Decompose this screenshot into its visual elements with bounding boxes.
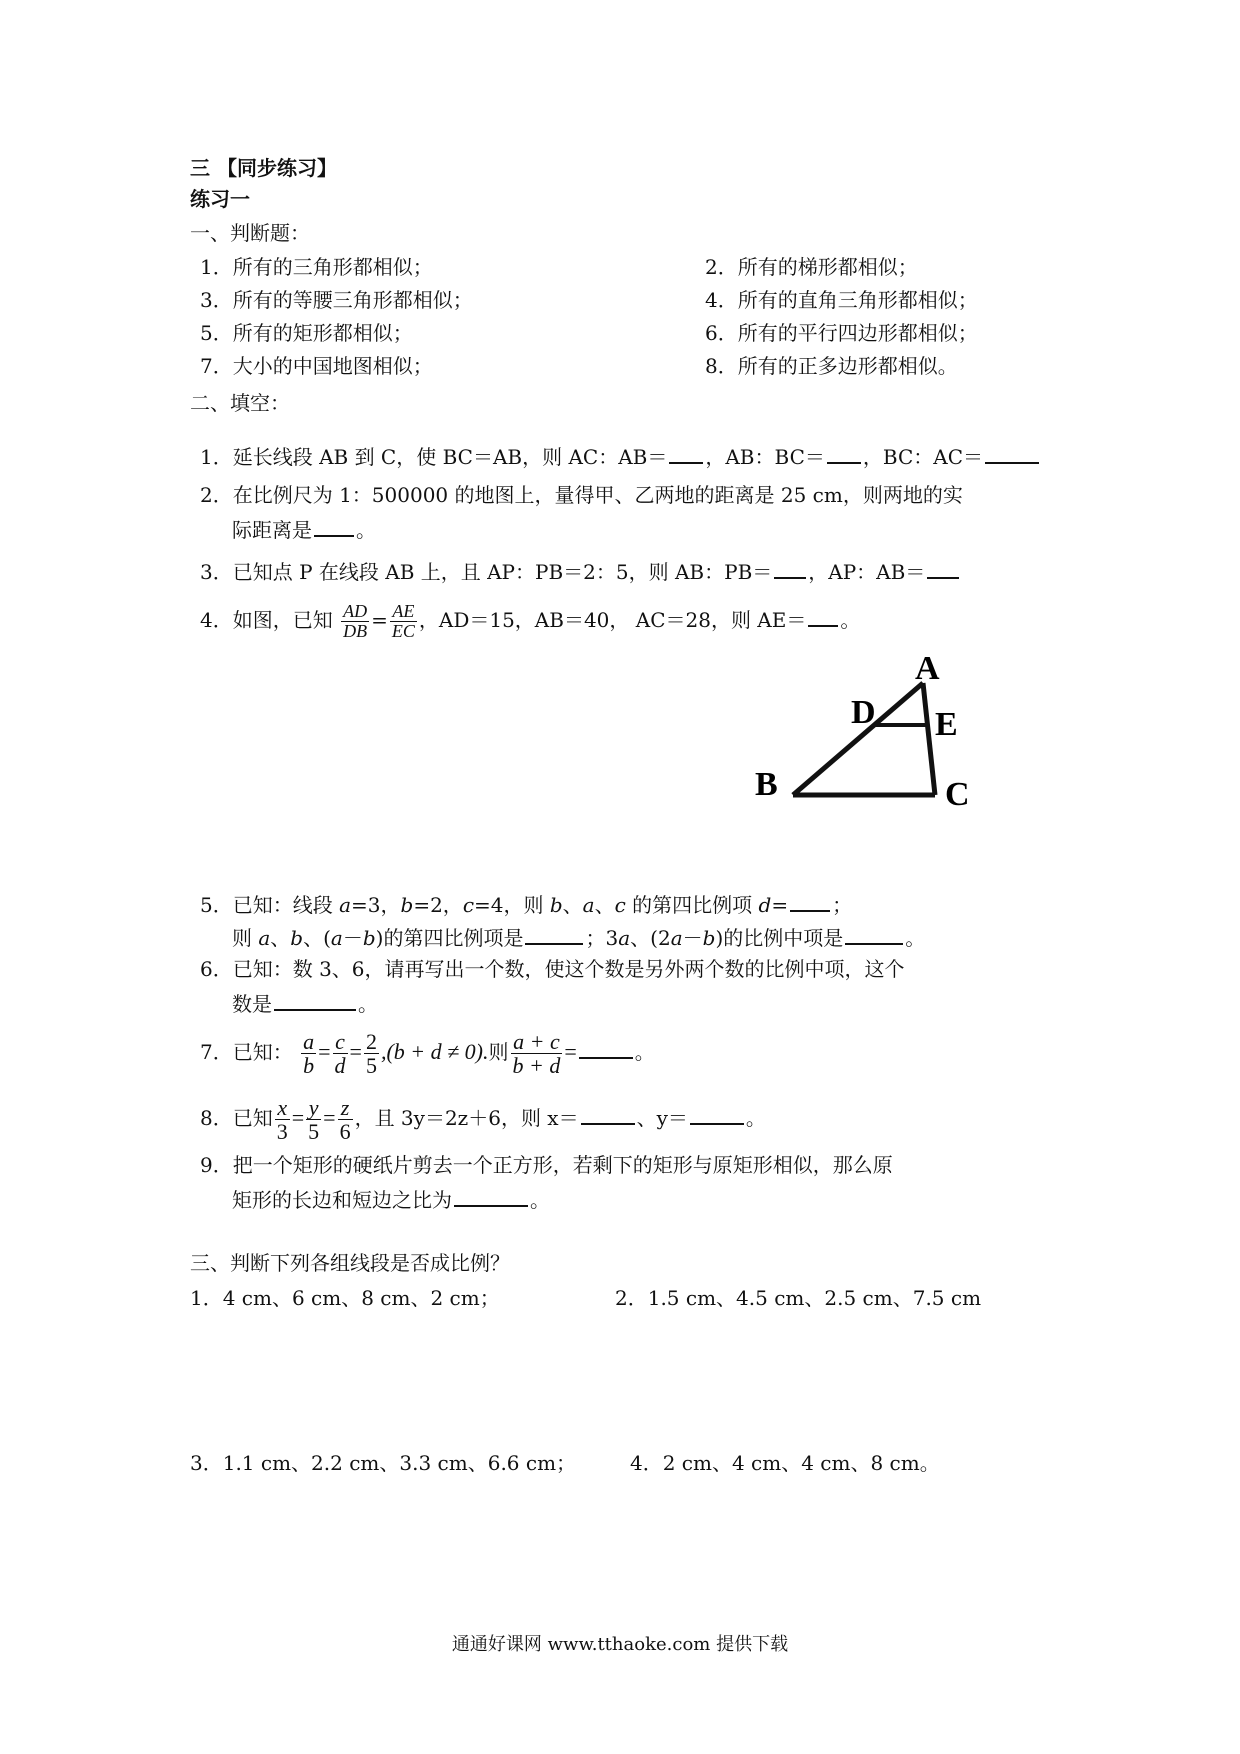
fill-question-4: 4．如图，已知 $\frac{AD}{DB}$ = $\frac{AE}{EC}$ ，AD＝15，AB＝40， AC＝28，则 AE＝ 。 <box>200 601 861 641</box>
fill-question-2-line1: 2．在比例尺为 1：500000 的地图上，量得甲、乙两地的距离是 25 cm，则两地的实 <box>200 483 963 507</box>
fraction-a-b: $\frac{a}{b}$ <box>303 1028 315 1078</box>
answer-blank[interactable] <box>808 605 838 627</box>
fraction-ae-ec: $\frac{AE}{EC}$ <box>391 601 415 641</box>
judge-item-2: 2．所有的梯形都相似； <box>705 255 918 279</box>
answer-blank[interactable] <box>985 442 1039 464</box>
proportion-item-1: 1．4 cm、6 cm、8 cm、2 cm； <box>190 1286 500 1310</box>
answer-blank[interactable] <box>274 989 356 1011</box>
answer-blank[interactable] <box>581 1103 635 1125</box>
judge-item-3: 3．所有的等腰三角形都相似； <box>200 288 473 312</box>
proportion-item-2: 2．1.5 cm、4.5 cm、2.5 cm、7.5 cm <box>615 1286 982 1310</box>
fraction-ac-bd: $\frac{a + c}{b + d}$ <box>512 1028 561 1078</box>
triangle-figure <box>755 655 1015 815</box>
answer-blank[interactable] <box>790 890 830 912</box>
answer-blank[interactable] <box>690 1103 744 1125</box>
fill-question-6-line2: 数是 。 <box>232 989 378 1017</box>
proportion-item-3: 3．1.1 cm、2.2 cm、3.3 cm、6.6 cm； <box>190 1451 577 1475</box>
part3-heading: 三、判断下列各组线段是否成比例？ <box>190 1251 510 1275</box>
fill-question-2-line2: 际距离是 。 <box>232 515 376 543</box>
fraction-x-3: $\frac{x}{3}$ <box>276 1094 288 1144</box>
fraction-ad-db: $\frac{AD}{DB}$ <box>343 601 368 641</box>
answer-blank[interactable] <box>827 442 861 464</box>
vertex-label-d: D <box>851 694 876 731</box>
answer-blank[interactable] <box>927 557 959 579</box>
vertex-label-b: B <box>755 766 778 803</box>
fill-question-5-line2: 则 a、b、(a－b)的第四比例项是 ；3a、(2a－b)的比例中项是 。 <box>232 923 925 951</box>
answer-blank[interactable] <box>669 442 703 464</box>
fraction-y-5: $\frac{y}{5}$ <box>308 1094 320 1144</box>
fill-question-1: 1．延长线段 AB 到 C，使 BC＝AB，则 AC：AB＝ ，AB：BC＝ ，BC：AC＝ <box>200 442 1041 470</box>
part1-heading: 一、判断题： <box>190 221 310 245</box>
vertex-label-e: E <box>935 706 958 743</box>
part2-heading: 二、填空： <box>190 391 290 415</box>
judge-item-5: 5．所有的矩形都相似； <box>200 321 413 345</box>
vertex-label-c: C <box>945 776 970 813</box>
answer-blank[interactable] <box>525 923 583 945</box>
exercise-title: 练习一 <box>190 187 250 211</box>
judge-item-6: 6．所有的平行四边形都相似； <box>705 321 978 345</box>
answer-blank[interactable] <box>314 515 354 537</box>
fill-question-6-line1: 6．已知：数 3、6，请再写出一个数，使这个数是另外两个数的比例中项，这个 <box>200 957 905 981</box>
fill-question-8: 8．已知 $\frac{x}{3}$ = $\frac{y}{5}$ = $\frac{z}{6}$ ，且 3y＝2z＋6，则 x＝ 、y＝ 。 <box>200 1094 766 1144</box>
answer-blank[interactable] <box>579 1037 633 1059</box>
footer-text: 通通好课网 www.tthaoke.com 提供下载 <box>451 1634 789 1655</box>
fraction-2-5: $\frac{2}{5}$ <box>365 1028 377 1078</box>
judge-item-1: 1．所有的三角形都相似； <box>200 255 433 279</box>
fill-question-9-line2: 矩形的长边和短边之比为 。 <box>232 1185 550 1213</box>
fill-question-3: 3．已知点 P 在线段 AB 上，且 AP：PB＝2：5，则 AB：PB＝ ，AP：AB＝ <box>200 557 961 585</box>
fill-question-7: 7．已知： $\frac{a}{b}$ = $\frac{c}{d}$ = $\frac{2}{5}$ ,(b + d ≠ 0).则 $\frac{a + c}{b + d}$ = 。 <box>200 1028 655 1078</box>
fraction-z-6: $\frac{z}{6}$ <box>339 1094 351 1144</box>
answer-blank[interactable] <box>454 1185 528 1207</box>
judge-item-4: 4．所有的直角三角形都相似； <box>705 288 978 312</box>
judge-item-7: 7．大小的中国地图相似； <box>200 354 433 378</box>
fill-question-5-line1: 5．已知：线段 a=3，b=2，c=4，则 b、a、c 的第四比例项 d= ； <box>200 890 852 918</box>
fill-question-9-line1: 9．把一个矩形的硬纸片剪去一个正方形，若剩下的矩形与原矩形相似，那么原 <box>200 1153 893 1177</box>
vertex-label-a: A <box>915 655 940 687</box>
fraction-c-d: $\frac{c}{d}$ <box>334 1028 346 1078</box>
answer-blank[interactable] <box>845 923 903 945</box>
proportion-item-4: 4．2 cm、4 cm、4 cm、8 cm。 <box>630 1451 940 1475</box>
section-heading: 三 【同步练习】 <box>190 156 337 180</box>
segment-ac <box>923 683 935 795</box>
judge-item-8: 8．所有的正多边形都相似。 <box>705 354 958 378</box>
answer-blank[interactable] <box>774 557 806 579</box>
